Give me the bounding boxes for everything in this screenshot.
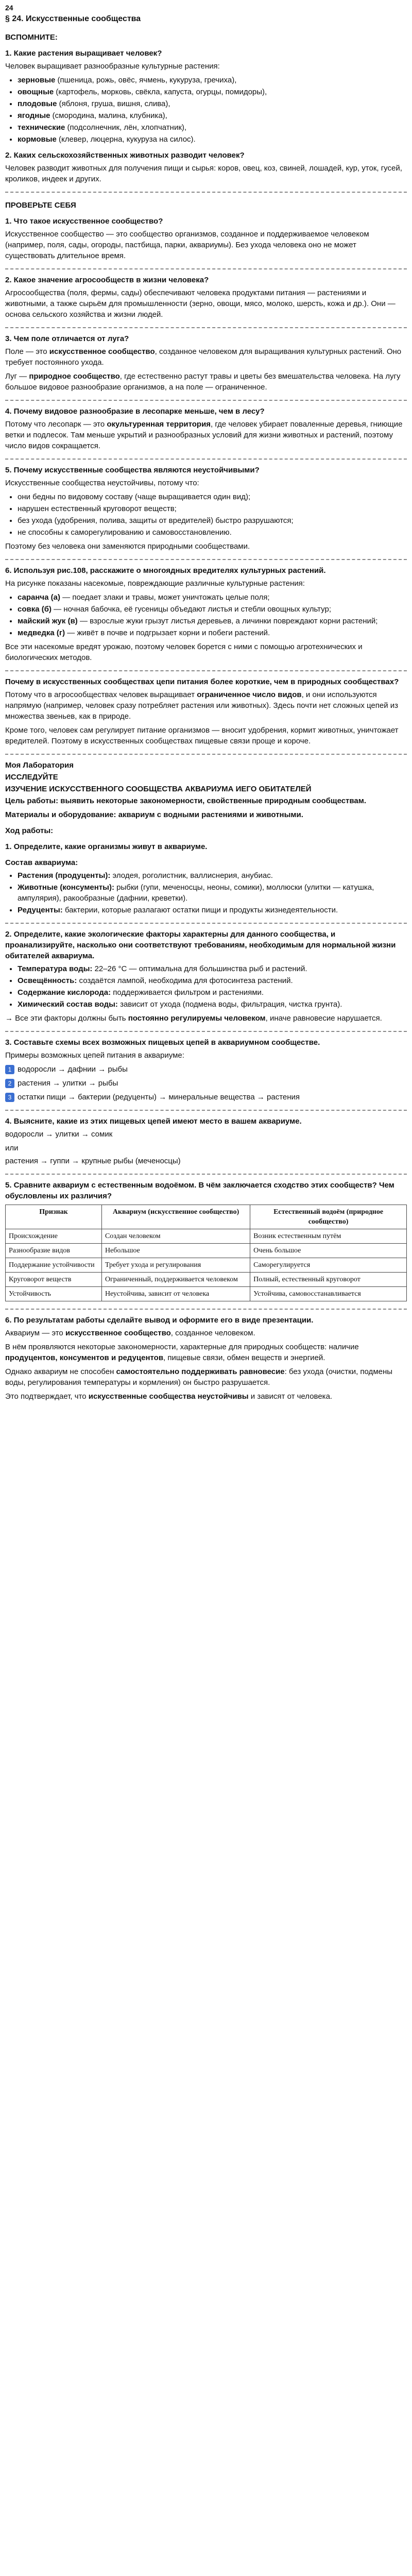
ecological-factors-list <box>5 963 407 1010</box>
pest-list <box>5 592 407 638</box>
table-cell: Очень большое <box>250 1244 407 1258</box>
lab-step-1-intro: Состав аквариума: <box>5 858 78 867</box>
table-row <box>6 1229 407 1244</box>
table-cell: Происхождение <box>6 1229 102 1244</box>
conclusion-paragraph-1: Аквариум — это искусственное сообщество, созданное человеком. <box>5 1329 255 1337</box>
list-item: • майский жук (в) — взрослые жуки грызут листья деревьев, а личинки повреждают корни растений; <box>18 616 407 626</box>
lab-step-4: 4. Выясните, какие из этих пищевых цепей имеют место в вашем аквариуме. <box>5 1117 302 1126</box>
number-badge: 1 <box>5 1065 14 1074</box>
table-cell: Требует ухода и регулирования <box>101 1258 250 1273</box>
check-heading: ПРОВЕРЬТЕ СЕБЯ <box>5 201 76 210</box>
section-divider <box>5 923 407 924</box>
section-divider <box>5 327 407 328</box>
column-header: Естественный водоём (природное сообщество) <box>250 1205 407 1229</box>
recall-question-2: 2. Каких сельскохозяйственных животных разводит человек? <box>5 151 245 160</box>
check-answer-7-part-2: Кроме того, человек сам регулирует питание организмов — вносит удобрения, кормит животных, уничтожает вредителей. Поэтому в искусственных сообществах пищевые связи проще и короче. <box>5 726 399 745</box>
table-row <box>6 1244 407 1258</box>
recall-answer-1-intro: Человек выращивает разнообразные культурные растения: <box>5 62 220 71</box>
table-row <box>6 1258 407 1273</box>
check-question-1: 1. Что такое искусственное сообщество? <box>5 217 163 226</box>
section-divider <box>5 1031 407 1032</box>
list-item: • совка (б) — ночная бабочка, её гусеницы объедают листья и стебли овощных культур; <box>18 604 407 615</box>
list-item: • без ухода (удобрения, полива, защиты от вредителей) быстро разрушаются; <box>18 515 407 526</box>
check-answer-5-outro: Поэтому без человека они заменяются природными сообществами. <box>5 542 250 551</box>
aquarium-organisms-list <box>5 870 407 916</box>
instability-reasons-list <box>5 492 407 538</box>
check-answer-7-part-1: Потому что в агросообществах человек выращивает ограниченное число видов, и они используются напрямую (например, человек сразу потребляет растения или животных). Здесь почти нет сложных цепей из множества звеньев, как в природе. <box>5 690 399 721</box>
number-badge: 2 <box>5 1079 14 1088</box>
list-item: • овощные (картофель, морковь, свёкла, капуста, огурцы, помидоры), <box>18 87 407 97</box>
table-cell: Небольшое <box>101 1244 250 1258</box>
check-answer-6-outro: Все эти насекомые вредят урожаю, поэтому человек борется с ними с помощью агротехнических и биологических методов. <box>5 642 363 662</box>
section-divider <box>5 670 407 671</box>
lab-step-2-outro: → Все эти факторы должны быть постоянно регулируемы человеком, иначе равновесие нарушается. <box>5 1014 382 1023</box>
lab-investigate: ИССЛЕДУЙТЕ <box>5 773 58 782</box>
lab-step-3-intro: Примеры возможных цепей питания в аквариуме: <box>5 1051 184 1060</box>
lab-step-6: 6. По результатам работы сделайте вывод и оформите его в виде презентации. <box>5 1316 314 1325</box>
number-badge: 3 <box>5 1093 14 1102</box>
check-answer-3-meadow: Луг — природное сообщество, где естественно растут травы и цветы без вмешательства человека. На лугу большое видовое разнообразие организмов, а на поле — ограниченное. <box>5 372 401 392</box>
recall-question-1: 1. Какие растения выращивает человек? <box>5 49 162 58</box>
list-item: • медведка (г) — живёт в почве и подгрызает корни и побеги растений. <box>18 628 407 638</box>
lab-step-5: 5. Сравните аквариум с естественным водоёмом. В чём заключается сходство этих сообществ? Чем обусловлены их различия? <box>5 1181 394 1200</box>
column-header: Признак <box>6 1205 102 1229</box>
lab-step-4-chain-2: растения → гуппи → крупные рыбы (меченосцы) <box>5 1157 181 1165</box>
lab-step-4-chain-1: водоросли → улитки → сомик <box>5 1130 113 1139</box>
table-row <box>6 1273 407 1287</box>
section-divider <box>5 268 407 269</box>
lab-step-2: 2. Определите, какие экологические факторы характерны для данного сообщества, и проанализируйте, насколько они соответствуют требованиям, необходимым для нормальной жизни обитателей аквариума. <box>5 930 396 960</box>
table-row <box>6 1287 407 1301</box>
table-cell: Полный, естественный круговорот <box>250 1273 407 1287</box>
list-item: • Освещённость: создаётся лампой, необходима для фотосинтеза растений. <box>18 975 407 986</box>
check-question-7: Почему в искусственных сообществах цепи питания более короткие, чем в природных сообществах? <box>5 677 399 686</box>
lab-title: Моя Лаборатория <box>5 761 74 770</box>
list-item: • плодовые (яблоня, груша, вишня, слива), <box>18 98 407 109</box>
table-cell: Саморегулируется <box>250 1258 407 1273</box>
check-answer-1: Искусственное сообщество — это сообщество организмов, созданное и поддерживаемое человеком (например, поля, сады, огороды, пастбища, парки, аквариумы). Без ухода человека оно не может существовать длительное время. <box>5 230 369 260</box>
list-item: • кормовые (клевер, люцерна, кукуруза на силос). <box>18 134 407 145</box>
section-divider <box>5 1174 407 1175</box>
table-cell: Устойчивость <box>6 1287 102 1301</box>
check-answer-3-field: Поле — это искусственное сообщество, созданное человеком для выращивания культурных растений. Оно требует постоянного ухода. <box>5 347 402 367</box>
list-item: • Животные (консументы): рыбки (гупи, меченосцы, неоны, сомики), моллюски (улитки — катушка, ампулярия), ракообразные (дафнии, креветки). <box>18 882 407 904</box>
list-item: • Химический состав воды: зависит от ухода (подмена воды, фильтрация, чистка грунта). <box>18 999 407 1010</box>
comparison-table <box>5 1205 407 1301</box>
section-divider <box>5 754 407 755</box>
lab-goal: Цель работы: выявить некоторые закономерности, свойственные природным сообществам. <box>5 796 367 805</box>
lab-materials: Материалы и оборудование: аквариум с водными растениями и животными. <box>5 810 303 819</box>
crop-list <box>5 75 407 145</box>
check-answer-6-intro: На рисунке показаны насекомые, повреждающие различные культурные растения: <box>5 579 305 588</box>
table-cell: Создан человеком <box>101 1229 250 1244</box>
lab-step-4-or: или <box>5 1144 19 1153</box>
table-cell: Поддержание устойчивости <box>6 1258 102 1273</box>
table-cell: Возник естественным путём <box>250 1229 407 1244</box>
lab-topic: ИЗУЧЕНИЕ ИСКУССТВЕННОГО СООБЩЕСТВА АКВАРИУМА ИЕГО ОБИТАТЕЛЕЙ <box>5 785 312 793</box>
check-question-5: 5. Почему искусственные сообщества являются неустойчивыми? <box>5 466 260 474</box>
check-answer-4: Потому что лесопарк — это окультуренная территория, где человек убирает поваленные деревья, гниющие ветки и подлесок. Там меньше укрытий и разнообразных условий для жизни животных и растений, поэтому число видов сокращается. <box>5 420 403 450</box>
check-question-3: 3. Чем поле отличается от луга? <box>5 334 129 343</box>
list-item: • Растения (продуценты): элодея, роголистник, валлиснерия, анубиас. <box>18 870 407 881</box>
section-divider <box>5 400 407 401</box>
lab-step-3: 3. Составьте схемы всех возможных пищевых цепей в аквариумном сообществе. <box>5 1038 320 1047</box>
column-header: Аквариум (искусственное сообщество) <box>101 1205 250 1229</box>
list-item: • Содержание кислорода: поддерживается фильтром и растениями. <box>18 987 407 998</box>
list-item: • Редуценты: бактерии, которые разлагают остатки пищи и продукты жизнедеятельности. <box>18 905 407 916</box>
list-item: • технические (подсолнечник, лён, хлопчатник), <box>18 122 407 133</box>
conclusion-paragraph-2: В нём проявляются некоторые закономерности, характерные для природных сообществ: наличие продуцентов, консументов и редуцентов, пищевые связи, обмен веществ и энергией. <box>5 1343 359 1362</box>
check-question-6: 6. Используя рис.108, расскажите о многоядных вредителях культурных растений. <box>5 566 326 575</box>
table-cell: Круговорот веществ <box>6 1273 102 1287</box>
recall-heading: ВСПОМНИТЕ: <box>5 33 58 42</box>
list-item: • Температура воды: 22–26 °С — оптимальна для большинства рыб и растений. <box>18 963 407 974</box>
section-divider <box>5 192 407 193</box>
conclusion-paragraph-4: Это подтверждает, что искусственные сообщества неустойчивы и зависят от человека. <box>5 1392 333 1401</box>
table-header-row <box>6 1205 407 1229</box>
section-divider <box>5 1309 407 1310</box>
recall-answer-2: Человек разводит животных для получения пищи и сырья: коров, овец, коз, свиней, лошадей, кур, уток, гусей, кроликов, индеек и других. <box>5 164 402 183</box>
page-number: 24 <box>5 4 13 12</box>
lab-progress-heading: Ход работы: <box>5 826 54 835</box>
section-title: § 24. Искусственные сообщества <box>5 14 141 23</box>
check-answer-5-intro: Искусственные сообщества неустойчивы, потому что: <box>5 479 199 487</box>
list-item: • саранча (а) — поедает злаки и травы, может уничтожать целые поля; <box>18 592 407 603</box>
check-question-4: 4. Почему видовое разнообразие в лесопарке меньше, чем в лесу? <box>5 407 265 416</box>
check-question-2: 2. Какое значение агросообществ в жизни человека? <box>5 276 209 284</box>
table-cell: Неустойчива, зависит от человека <box>101 1287 250 1301</box>
list-item: • не способны к саморегулированию и самовосстановлению. <box>18 527 407 538</box>
table-cell: Устойчива, самовосстанавливается <box>250 1287 407 1301</box>
section-divider <box>5 1110 407 1111</box>
food-chain-2: 2 растения → улитки → рыбы <box>5 1078 407 1089</box>
section-divider <box>5 459 407 460</box>
list-item: • они бедны по видовому составу (чаще выращивается один вид); <box>18 492 407 502</box>
list-item: • зерновые (пшеница, рожь, овёс, ячмень, кукуруза, гречиха), <box>18 75 407 86</box>
check-answer-2: Агросообщества (поля, фермы, сады) обеспечивают человека продуктами питания — растениями и животными, а также сырьём для промышленности (зерно, овощи, мясо, молоко, шерсть, кожа и др.). Они — основа сельского хозяйства и жизни людей. <box>5 289 396 319</box>
table-cell: Разнообразие видов <box>6 1244 102 1258</box>
section-divider <box>5 559 407 560</box>
list-item: • ягодные (смородина, малина, клубника), <box>18 110 407 121</box>
table-cell: Ограниченный, поддерживается человеком <box>101 1273 250 1287</box>
list-item: • нарушен естественный круговорот веществ; <box>18 503 407 514</box>
food-chain-1: 1 водоросли → дафнии → рыбы <box>5 1064 407 1075</box>
food-chain-3: 3 остатки пищи → бактерии (редуценты) → минеральные вещества → растения <box>5 1092 407 1103</box>
lab-step-1: 1. Определите, какие организмы живут в аквариуме. <box>5 842 208 851</box>
conclusion-paragraph-3: Однако аквариум не способен самостоятельно поддерживать равновесие: без ухода (очистки, подмены воды, регулирования температуры и кормления) он быстро разрушается. <box>5 1367 393 1387</box>
